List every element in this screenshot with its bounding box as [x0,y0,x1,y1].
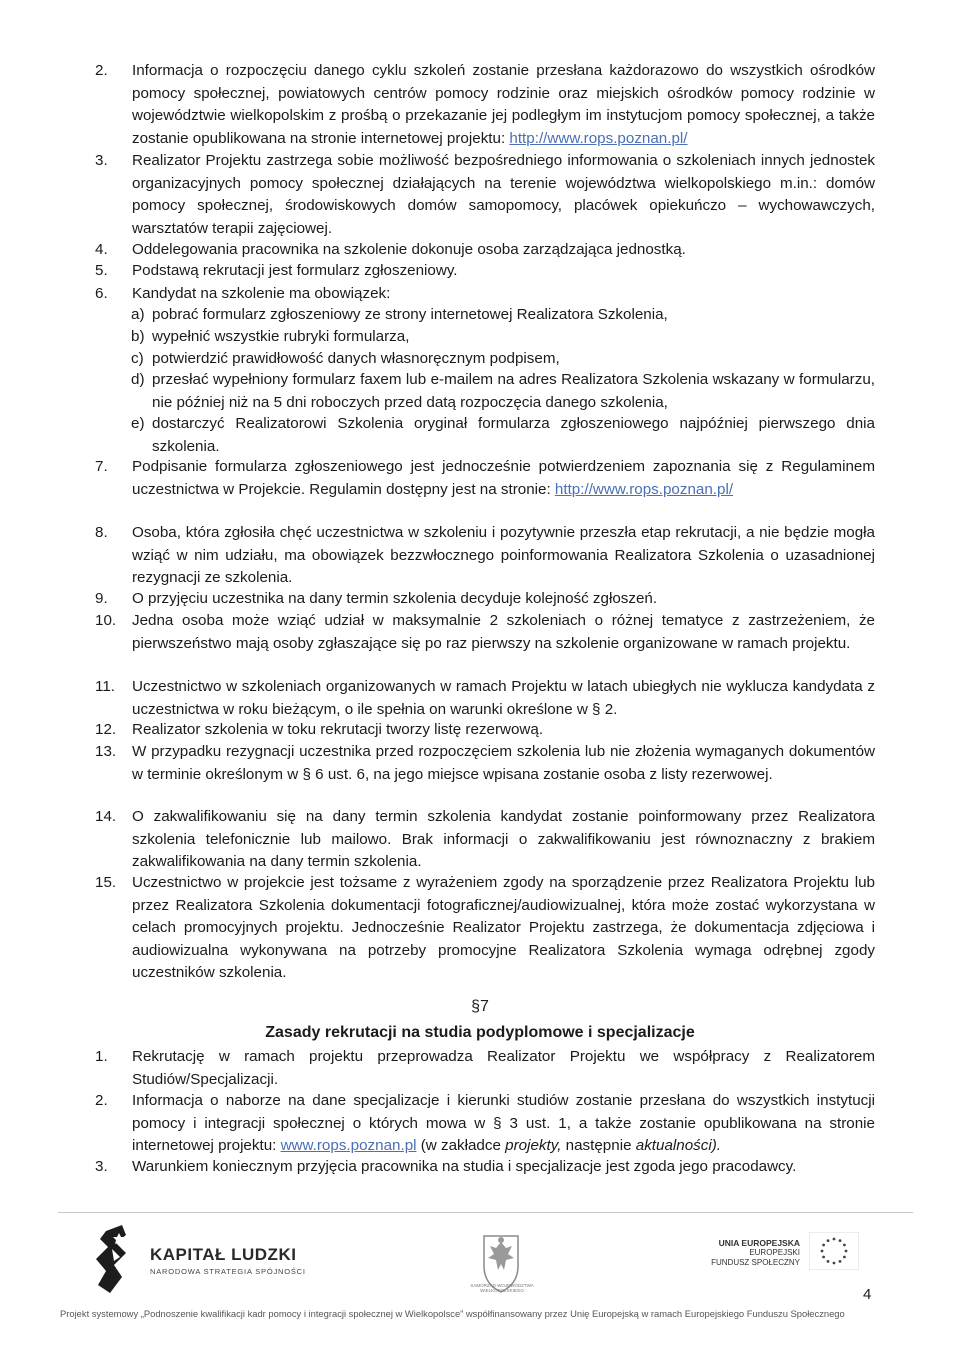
footer-divider [58,1212,913,1213]
item-text: Kandydat na szkolenie ma obowiązek: [132,285,391,302]
eu-title: UNIA EUROPEJSKA [718,1238,800,1248]
item-number: 6. [95,285,108,302]
crest-caption: SAMORZĄD WOJEWÓDZTWA WIELKOPOLSKIEGO [470,1283,534,1293]
item-number: 9. [95,590,108,607]
item-number: 5. [95,262,108,279]
item-text: Oddelegowania pracownika na szkolenie dokonuje osoba zarządzająca jednostką. [132,241,686,258]
item-number: 10. [95,612,117,629]
item-number: 12. [95,721,117,738]
sub-letter: a) [131,306,145,323]
list-item [95,1156,875,1179]
list-item [95,719,875,742]
rops-link[interactable]: http://www.rops.poznan.pl/ [554,480,734,498]
sub-letter: b) [131,328,145,345]
item-number: 4. [95,241,108,258]
sub-text: wypełnić wszystkie rubryki formularza, [152,328,410,345]
list-item [95,1090,875,1158]
item-text: Uczestnictwo w szkoleniach organizowanych w ramach Projektu w latach ubiegłych nie wyklucza kandydata z uczestnictwa w roku bieżącym, o ile spełnia on warunki określone w § 2. [132,678,875,718]
list-item [95,610,875,655]
list-item [95,239,875,262]
footer-text: Projekt systemowy „Podnoszenie kwalifikacji kadr pomocy i integracji społecznej w Wielkopolsce” współfinansowany przez Unię Europejską w ramach Europejskiego Funduszu Społecznego [60,1308,845,1319]
sub-text: dostarczyć Realizatorowi Szkolenia oryginał formularza zgłoszeniowego najpóźniej pierwszego dnia szkolenia. [152,415,875,455]
item-text: Informacja o naborze na dane specjalizacje i kierunki studiów zostanie przesłana do wszystkich instytucji pomocy i integracji społecznej o których mowa w § 3 ust. 1, a także zostanie opublikowana na stronie internetowej projektu: www.rops.poznan.pl (w zakładce projekty, następnie aktualności). [132,1092,875,1154]
item-text: Uczestnictwo w projekcie jest tożsame z wyrażeniem zgody na sporządzenie przez Realizatora Projektu lub przez Realizatora Szkolenia dokumentacji fotograficznej/audiowizualnej, która może zostać wykorzystana w celach promocyjnych projektu. Jednocześnie Realizator Projektu zastrzega, że dokumentacja zdjęciowa i audiowizualna wykonywana na potrzeby promocyjne Realizatora Szkolenia wymaga odrębnej zgody uczestników szkolenia. [132,874,875,981]
item-number: 14. [95,808,117,825]
sub-text: przesłać wypełniony formularz faxem lub e-mailem na adres Realizatora Szkolenia wskazany w formularzu, nie później niż na 5 dni roboczych przed datą rozpoczęcia danego szkolenia, [152,371,875,411]
sub-text: potwierdzić prawidłowość danych własnoręcznym podpisem, [152,350,560,367]
sub-item [131,369,875,414]
list-item [95,150,875,240]
item-text: O zakwalifikowaniu się na dany termin szkolenia kandydat zostanie poinformowany przez Realizatora szkolenia telefonicznie lub mailowo. Brak informacji o zakwalifikowaniu jest równoznaczny z brakiem zakwalifikowania na dany termin szkolenia. [132,808,875,870]
item-text: Podstawą rekrutacji jest formularz zgłoszeniowy. [132,262,458,279]
list-item [95,283,875,306]
section-title: Zasady rekrutacji na studia podyplomowe i specjalizacje [265,1024,695,1041]
item-text: O przyjęciu uczestnika na dany termin szkolenia decyduje kolejność zgłoszeń. [132,590,658,607]
list-item [95,676,875,721]
item-text: Jedna osoba może wziąć udział w maksymalnie 2 szkoleniach o różnej tematyce z zastrzeżeniem, że pierwszeństwo mają osoby zgłaszające się po raz pierwszy na szkolenie organizowane w ramach projektu. [132,612,875,652]
sub-letter: c) [131,350,144,367]
item-number: 1. [95,1048,108,1065]
list-item [95,260,875,283]
list-item [95,456,875,501]
sub-item [131,413,875,458]
item-text: Realizator Projektu zastrzega sobie możliwość bezpośredniego informowania o szkoleniach innych jednostek organizacyjnych pomocy społecznej działających na terenie województwa wielkopolskiego m.in.: domów pomocy społecznej, środowiskowych domów samopomocy, placówek opiekuńczo – wychowawczych, warsztatów terapii zajęciowej. [132,152,875,237]
sub-item [131,326,875,349]
kapital-ludzki-logo [92,1225,306,1297]
item-number: 15. [95,874,117,891]
sub-letter: d) [131,371,145,388]
page-number: 4 [863,1286,872,1303]
item-number: 11. [95,678,115,695]
item-text: Realizator szkolenia w toku rekrutacji tworzy listę rezerwową. [132,721,544,738]
item-number: 8. [95,524,108,541]
list-item [95,60,875,150]
sub-item [131,348,875,371]
item-text: Osoba, która zgłosiła chęć uczestnictwa w szkoleniu i pozytywnie przeszła etap rekrutacji, a nie będzie mogła wziąć w nim udziału, ma obowiązek bezzwłocznego poinformowania Realizatora Szkolenia o uzasadnionej rezygnacji ze szkolenia. [132,524,875,586]
sub-letter: e) [131,415,145,432]
item-number: 2. [95,62,108,79]
item-number: 3. [95,1158,108,1175]
sub-text: pobrać formularz zgłoszeniowy ze strony internetowej Realizatora Szkolenia, [152,306,668,323]
rops-link[interactable]: http://www.rops.poznan.pl/ [509,129,688,147]
item-number: 13. [95,743,117,760]
item-text: Informacja o rozpoczęciu danego cyklu szkoleń zostanie przesłana każdorazowo do wszystkich ośrodków pomocy społecznej, powiatowych centrów pomocy rodzinie oraz miejskich ośrodków pomocy rodzinie w województwie wielkopolskim z prośbą o przekazanie jej podległym im instytucjom pomocy społecznej, a także zostanie opublikowana na stronie internetowej projektu: http://www.rops.poznan.pl/ [132,62,875,147]
section-sign: §7 [471,998,489,1015]
item-text: Podpisanie formularza zgłoszeniowego jest jednocześnie potwierdzeniem zapoznania się z Regulaminem uczestnictwa w Projekcie. Regulamin dostępny jest na stronie: http://www.rops.poznan.pl/ [132,458,875,498]
item-number: 7. [95,458,108,475]
list-item [95,588,875,611]
eu-flag-icon [809,1232,859,1270]
list-item [95,1046,875,1091]
item-text: W przypadku rezygnacji uczestnika przed rozpoczęciem szkolenia lub nie złożenia wymaganych dokumentów w terminie określonym w § 6 ust. 6, na jego miejsce wpisana zostanie osoba z listy rezerwowej. [132,743,875,783]
rops-link[interactable]: www.rops.poznan.pl [280,1137,417,1154]
list-item [95,741,875,786]
item-text: Warunkiem koniecznym przyjęcia pracownika na studia i specjalizacje jest zgoda jego pracodawcy. [132,1158,797,1175]
list-item [95,806,875,874]
list-item [95,872,875,985]
eu-line: EUROPEJSKI [749,1248,800,1257]
item-number: 3. [95,152,108,169]
eu-line: FUNDUSZ SPOŁECZNY [711,1258,800,1267]
kl-subtitle: NARODOWA STRATEGIA SPÓJNOŚCI [150,1267,306,1276]
item-text: Rekrutację w ramach projektu przeprowadza Realizator Projektu we współpracy z Realizatorem Studiów/Specjalizacji. [132,1048,875,1088]
kl-title: KAPITAŁ LUDZKI [150,1245,297,1264]
list-item [95,522,875,590]
sub-item [131,304,875,327]
item-number: 2. [95,1092,108,1109]
kapital-ludzki-emblem-icon [92,1225,142,1295]
eu-logo-text [700,1238,800,1268]
